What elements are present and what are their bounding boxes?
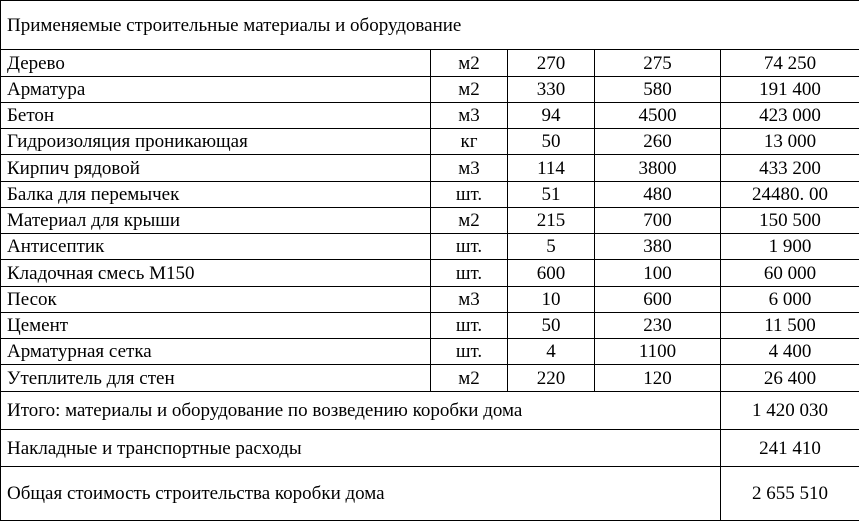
overhead-row [1, 430, 859, 467]
material-price: 380 [595, 234, 721, 260]
material-quantity: 50 [508, 129, 595, 155]
material-unit: шт. [431, 312, 508, 338]
table-row [1, 312, 859, 338]
material-name: Цемент [1, 312, 431, 338]
table-row [1, 286, 859, 312]
grand-total-row [1, 467, 859, 521]
material-sum: 26 400 [721, 365, 859, 391]
material-name: Арматурная сетка [1, 339, 431, 365]
material-unit: шт. [431, 181, 508, 207]
material-sum: 433 200 [721, 155, 859, 181]
material-quantity: 51 [508, 181, 595, 207]
material-name: Утеплитель для стен [1, 365, 431, 391]
material-quantity: 4 [508, 339, 595, 365]
material-quantity: 10 [508, 286, 595, 312]
material-unit: м3 [431, 286, 508, 312]
grand-total-label: Общая стоимость строительства коробки дома [1, 467, 721, 521]
material-unit: м3 [431, 102, 508, 128]
material-sum: 4 400 [721, 339, 859, 365]
material-quantity: 50 [508, 312, 595, 338]
material-name: Песок [1, 286, 431, 312]
material-name: Бетон [1, 102, 431, 128]
table-row [1, 102, 859, 128]
material-quantity: 215 [508, 207, 595, 233]
material-sum: 1 900 [721, 234, 859, 260]
material-sum: 191 400 [721, 76, 859, 102]
table-row [1, 260, 859, 286]
table-row [1, 234, 859, 260]
material-price: 4500 [595, 102, 721, 128]
material-name: Антисептик [1, 234, 431, 260]
material-unit: шт. [431, 260, 508, 286]
material-sum: 11 500 [721, 312, 859, 338]
material-sum: 6 000 [721, 286, 859, 312]
table-row [1, 50, 859, 76]
material-name: Гидроизоляция проникающая [1, 129, 431, 155]
material-name: Балка для перемычек [1, 181, 431, 207]
table-title: Применяемые строительные материалы и оборудование [1, 1, 859, 50]
total-label: Итого: материалы и оборудование по возведению коробки дома [1, 391, 721, 429]
table-row [1, 155, 859, 181]
material-price: 275 [595, 50, 721, 76]
overhead-label: Накладные и транспортные расходы [1, 430, 721, 467]
material-price: 120 [595, 365, 721, 391]
material-sum: 60 000 [721, 260, 859, 286]
material-sum: 13 000 [721, 129, 859, 155]
material-name: Материал для крыши [1, 207, 431, 233]
material-unit: м2 [431, 365, 508, 391]
material-price: 700 [595, 207, 721, 233]
material-price: 260 [595, 129, 721, 155]
material-sum: 74 250 [721, 50, 859, 76]
material-quantity: 220 [508, 365, 595, 391]
material-price: 480 [595, 181, 721, 207]
table-row [1, 76, 859, 102]
table-row [1, 207, 859, 233]
material-price: 230 [595, 312, 721, 338]
material-unit: шт. [431, 234, 508, 260]
material-sum: 423 000 [721, 102, 859, 128]
material-unit: м2 [431, 207, 508, 233]
material-price: 580 [595, 76, 721, 102]
material-price: 1100 [595, 339, 721, 365]
material-quantity: 600 [508, 260, 595, 286]
material-price: 100 [595, 260, 721, 286]
material-quantity: 94 [508, 102, 595, 128]
material-quantity: 270 [508, 50, 595, 76]
material-name: Кирпич рядовой [1, 155, 431, 181]
materials-table-body [1, 1, 859, 521]
material-sum: 24480. 00 [721, 181, 859, 207]
material-name: Арматура [1, 76, 431, 102]
material-quantity: 114 [508, 155, 595, 181]
material-quantity: 5 [508, 234, 595, 260]
material-name: Дерево [1, 50, 431, 76]
material-unit: м3 [431, 155, 508, 181]
total-value: 1 420 030 [721, 391, 859, 429]
title-row [1, 1, 859, 50]
material-unit: кг [431, 129, 508, 155]
material-quantity: 330 [508, 76, 595, 102]
table-row [1, 129, 859, 155]
material-unit: м2 [431, 50, 508, 76]
material-price: 600 [595, 286, 721, 312]
grand-total-value: 2 655 510 [721, 467, 859, 521]
overhead-value: 241 410 [721, 430, 859, 467]
material-price: 3800 [595, 155, 721, 181]
table-row [1, 365, 859, 391]
material-name: Кладочная смесь М150 [1, 260, 431, 286]
table-row [1, 181, 859, 207]
table-row [1, 339, 859, 365]
material-unit: шт. [431, 339, 508, 365]
material-sum: 150 500 [721, 207, 859, 233]
total-row [1, 391, 859, 429]
material-unit: м2 [431, 76, 508, 102]
